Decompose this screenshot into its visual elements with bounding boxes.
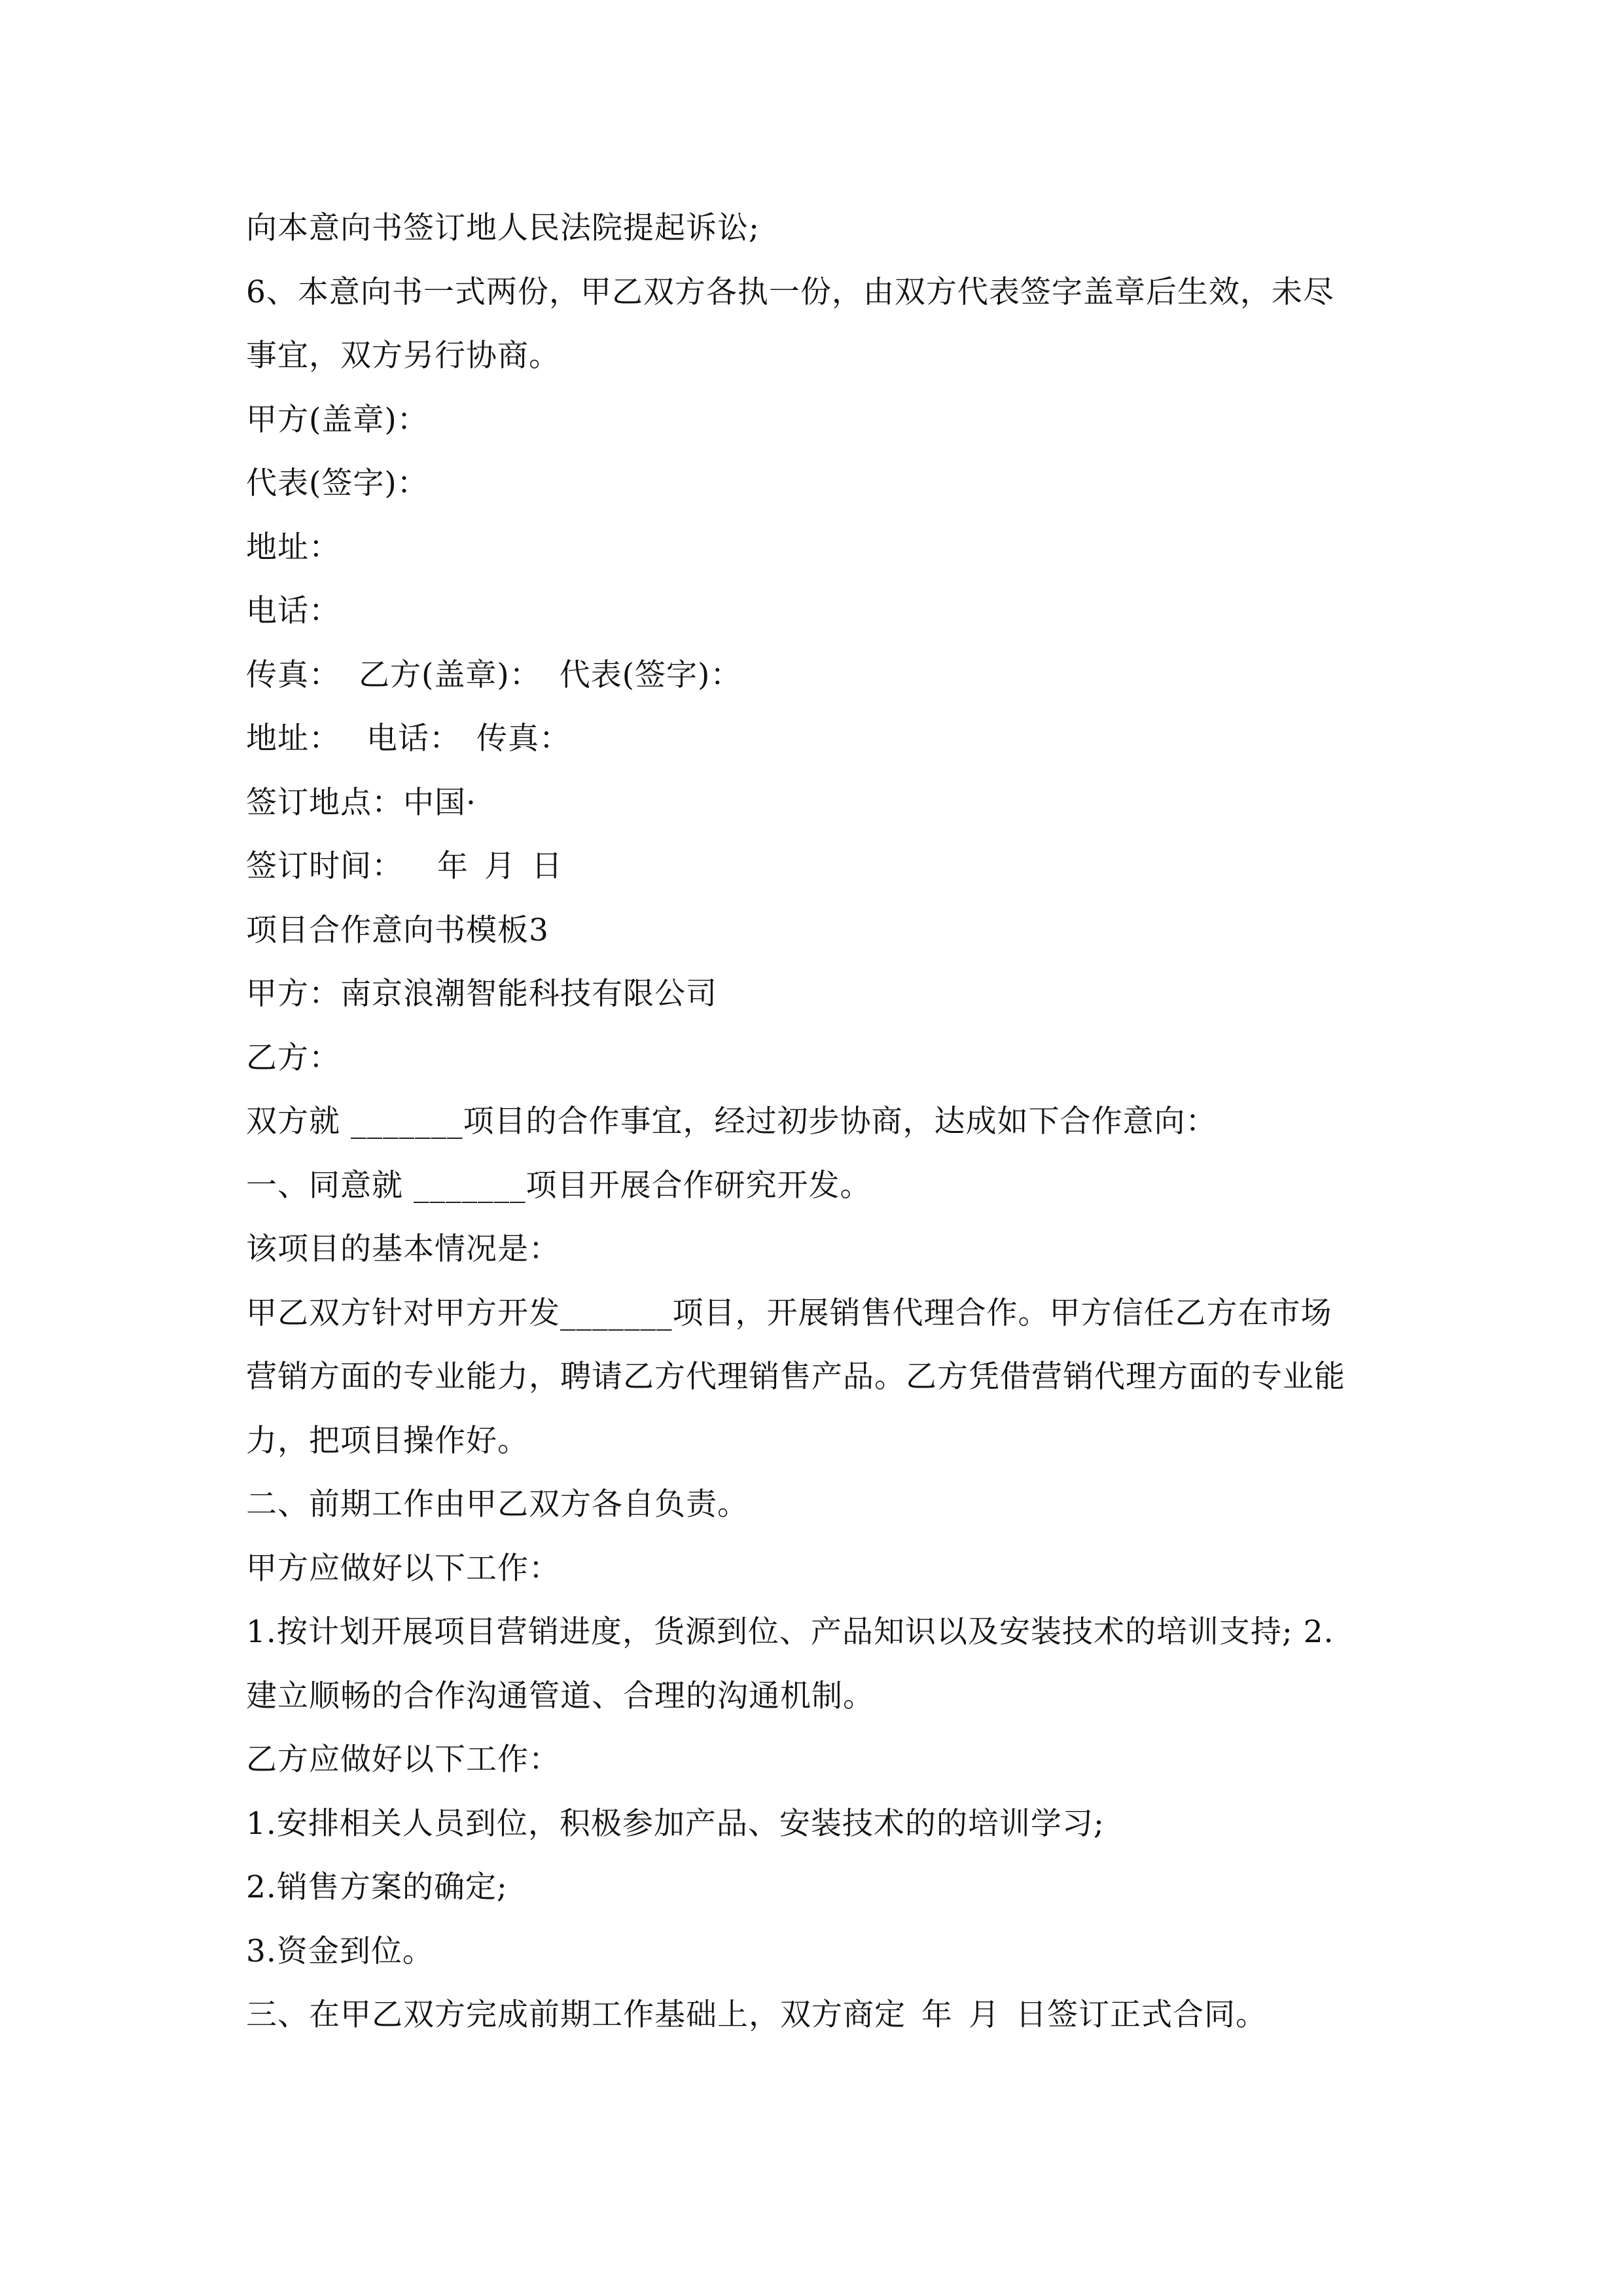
paragraph-line: 乙方： — [246, 1039, 340, 1076]
paragraph-line: 该项目的基本情况是： — [246, 1231, 560, 1267]
paragraph-line: 向本意向书签订地人民法院提起诉讼; — [246, 210, 760, 246]
paragraph-line: 力，把项目操作好。 — [246, 1422, 529, 1459]
day-label: 日 — [531, 848, 563, 884]
year-label: 年 — [921, 1997, 953, 2033]
paragraph-line: 营销方面的专业能力，聘请乙方代理销售产品。乙方凭借营销代理方面的专业能 — [246, 1359, 1346, 1395]
fax-label: 传真： — [246, 656, 340, 693]
document-body — [246, 196, 1398, 2047]
paragraph-line: 二、前期工作由甲乙双方各自负责。 — [246, 1486, 749, 1522]
paragraph-line: 1.安排相关人员到位，积极参加产品、安装技术的的培训学习; — [246, 1805, 1105, 1842]
paragraph-line: 6、本意向书一式两份，甲乙双方各执一份，由双方代表签字盖章后生效，未尽 — [246, 274, 1334, 310]
paragraph-line — [246, 834, 1398, 899]
paragraph-line: 建立顺畅的合作沟通管道、合理的沟通机制。 — [246, 1677, 874, 1714]
paragraph-line: 3.资金到位。 — [246, 1933, 434, 1969]
month-label: 月 — [969, 1997, 1000, 2033]
paragraph-line: 1.按计划开展项目营销进度，货源到位、产品知识以及安装技术的培训支持; 2. — [246, 1614, 1334, 1650]
section-title: 项目合作意向书模板3 — [246, 912, 549, 948]
paragraph-line: 乙方应做好以下工作： — [246, 1742, 560, 1778]
paragraph-line: 甲乙双方针对甲方开发_______项目，开展销售代理合作。甲方信任乙方在市场 — [246, 1295, 1332, 1331]
party-b-rep-label: 代表(签字)： — [559, 656, 742, 693]
paragraph-line: 事宜，双方另行协商。 — [246, 338, 560, 374]
phone-label: 电话： — [366, 721, 461, 757]
fax-label: 传真： — [476, 721, 571, 757]
paragraph-line: 签订地点：中国· — [246, 784, 476, 821]
paragraph-line: 电话： — [246, 593, 340, 629]
paragraph-line: 甲方(盖章)： — [246, 401, 429, 438]
day-sign-text: 日签订正式合同。 — [1016, 1997, 1267, 2033]
paragraph-line — [246, 707, 1398, 771]
paragraph-line — [246, 1983, 1398, 2047]
signing-time-label: 签订时间： — [246, 848, 403, 884]
paragraph-line: 甲方应做好以下工作： — [246, 1550, 560, 1587]
paragraph-line: 地址： — [246, 529, 340, 565]
month-label: 月 — [484, 848, 516, 884]
address-label: 地址： — [246, 721, 340, 757]
party-b-seal-label: 乙方(盖章)： — [359, 656, 541, 693]
paragraph-line: 双方就 _______项目的合作事宜，经过初步协商，达成如下合作意向： — [246, 1103, 1217, 1139]
paragraph-line: 一、同意就 _______项目开展合作研究开发。 — [246, 1167, 872, 1204]
contract-clause-text: 三、在甲乙双方完成前期工作基础上，双方商定 — [246, 1997, 906, 2033]
year-label: 年 — [437, 848, 469, 884]
paragraph-line — [246, 643, 1398, 708]
paragraph-line: 2.销售方案的确定; — [246, 1869, 508, 1905]
paragraph-line: 代表(签字)： — [246, 465, 429, 501]
paragraph-line: 甲方：南京浪潮智能科技有限公司 — [246, 976, 717, 1012]
